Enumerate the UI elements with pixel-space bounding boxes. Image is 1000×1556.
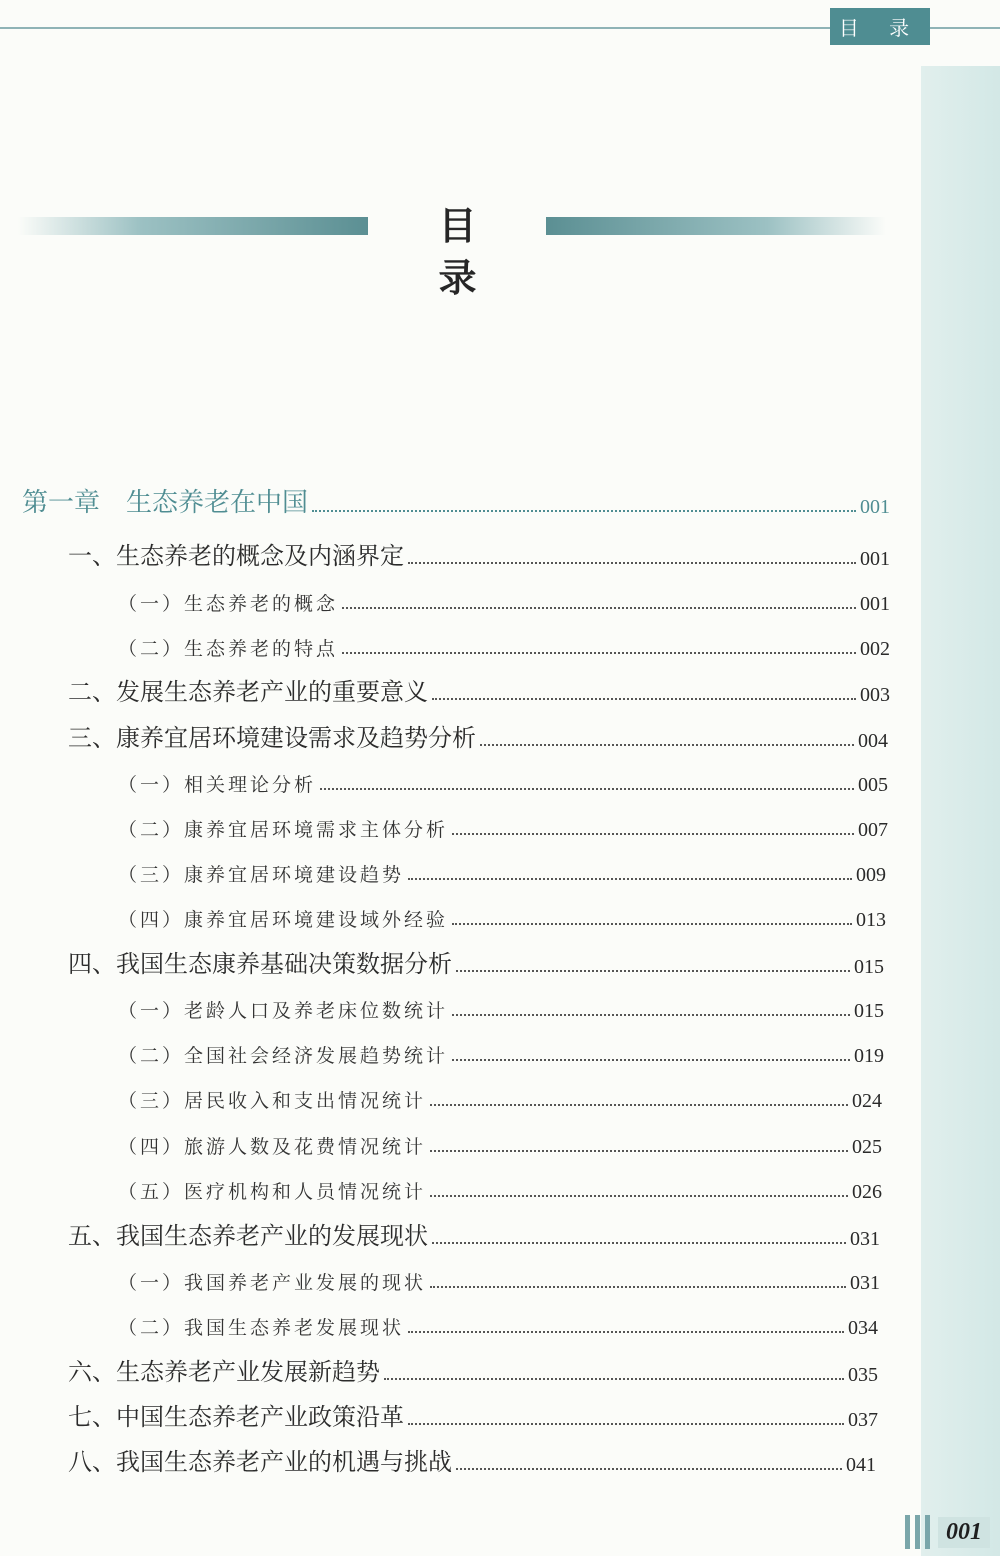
toc-dot-leader (384, 1378, 844, 1380)
toc-entry-page: 019 (854, 1045, 884, 1067)
toc-dot-leader (452, 833, 854, 835)
toc-dot-leader (312, 510, 856, 512)
toc-entry-label: （一）老龄人口及养老床位数统计 (118, 1000, 449, 1022)
toc-dot-leader (320, 788, 854, 790)
toc-entry-label: 六、生态养老产业发展新趋势 (68, 1358, 380, 1386)
toc-entry-section[interactable] (68, 1217, 880, 1251)
toc-entry-label: （二）全国社会经济发展趋势统计 (118, 1045, 449, 1067)
toc-entry-label: 五、我国生态养老产业的发展现状 (68, 1222, 428, 1250)
toc-entry-page: 025 (852, 1136, 882, 1158)
toc-entry-page: 024 (852, 1090, 882, 1112)
toc-entry-section[interactable] (68, 1353, 878, 1387)
toc-entry-label: 七、中国生态养老产业政策沿革 (68, 1403, 404, 1431)
toc-entry-page: 026 (852, 1181, 882, 1203)
toc-dot-leader (480, 744, 854, 746)
toc-entry-page: 005 (858, 774, 888, 796)
toc-dot-leader (408, 1331, 844, 1333)
toc-entry-page: 001 (860, 548, 890, 570)
toc-dot-leader (408, 878, 852, 880)
toc-dot-leader (408, 1423, 844, 1425)
toc-entry-section[interactable] (68, 673, 890, 707)
toc-entry-sub[interactable] (118, 763, 888, 797)
toc-entry-section[interactable] (68, 1443, 876, 1477)
toc-dot-leader (430, 1195, 848, 1197)
toc-dot-leader (452, 923, 852, 925)
toc-entry-section[interactable] (68, 1398, 878, 1432)
toc-entry-page: 034 (848, 1317, 878, 1339)
toc-dot-leader (342, 607, 856, 609)
page-title: 目 录 (438, 203, 507, 300)
toc-entry-label: （二）生态养老的特点 (118, 638, 339, 660)
toc-entry-label: （二）我国生态养老发展现状 (118, 1317, 405, 1339)
page-number-box (905, 1512, 1000, 1552)
toc-dot-leader (430, 1150, 848, 1152)
toc-entry-sub[interactable] (118, 1079, 882, 1113)
toc-dot-leader (456, 970, 850, 972)
toc-entry-label: 一、生态养老的概念及内涵界定 (68, 542, 404, 570)
toc-entry-page: 035 (848, 1364, 878, 1386)
toc-entry-label: 三、康养宜居环境建设需求及趋势分析 (68, 724, 476, 752)
toc-dot-leader (432, 698, 856, 700)
toc-entry-chapter[interactable] (22, 485, 890, 519)
toc-entry-section[interactable] (68, 945, 884, 979)
toc-entry-label: （四）旅游人数及花费情况统计 (118, 1136, 427, 1158)
toc-entry-page: 004 (858, 730, 888, 752)
toc-entry-label: （四）康养宜居环境建设域外经验 (118, 909, 449, 931)
toc-entry-page: 009 (856, 864, 886, 886)
toc-entry-label: （三）康养宜居环境建设趋势 (118, 864, 405, 886)
toc-entry-label: （一）生态养老的概念 (118, 593, 339, 615)
toc-entry-label: （一）我国养老产业发展的现状 (118, 1272, 427, 1294)
toc-dot-leader (408, 562, 856, 564)
toc-entry-sub[interactable] (118, 1034, 884, 1068)
toc-dot-leader (452, 1014, 850, 1016)
toc-entry-page: 001 (860, 496, 890, 518)
toc-entry-sub[interactable] (118, 808, 888, 842)
toc-entry-sub[interactable] (118, 1261, 880, 1295)
toc-entry-sub[interactable] (118, 1125, 882, 1159)
toc-dot-leader (430, 1104, 848, 1106)
toc-dot-leader (452, 1059, 850, 1061)
toc-dot-leader (430, 1286, 846, 1288)
toc-dot-leader (456, 1468, 842, 1470)
page-stripes (905, 1515, 930, 1549)
toc-entry-sub[interactable] (118, 1306, 878, 1340)
header-tab: 目 录 (830, 8, 930, 45)
toc-entry-page: 037 (848, 1409, 878, 1431)
toc-entry-sub[interactable] (118, 582, 890, 616)
toc-entry-label: 二、发展生态养老产业的重要意义 (68, 678, 428, 706)
toc-entry-label: 四、我国生态康养基础决策数据分析 (68, 950, 452, 978)
toc-entry-page: 007 (858, 819, 888, 841)
toc-entry-section[interactable] (68, 719, 888, 753)
toc-entry-label: （三）居民收入和支出情况统计 (118, 1090, 427, 1112)
toc-entry-label: （一）相关理论分析 (118, 774, 317, 796)
toc-entry-page: 015 (854, 956, 884, 978)
page-number: 001 (938, 1517, 990, 1548)
toc-entry-page: 003 (860, 684, 890, 706)
toc-entry-page: 031 (850, 1272, 880, 1294)
toc-entry-section[interactable] (68, 537, 890, 571)
toc-dot-leader (432, 1242, 846, 1244)
toc-entry-page: 041 (846, 1454, 876, 1476)
toc-entry-label: 第一章 生态养老在中国 (22, 488, 309, 518)
toc-entry-page: 002 (860, 638, 890, 660)
toc-entry-label: （五）医疗机构和人员情况统计 (118, 1181, 427, 1203)
toc-dot-leader (342, 652, 856, 654)
toc-entry-label: 八、我国生态养老产业的机遇与挑战 (68, 1448, 452, 1476)
toc-entry-page: 031 (850, 1228, 880, 1250)
toc-entry-sub[interactable] (118, 1170, 882, 1204)
toc-entry-sub[interactable] (118, 989, 884, 1023)
toc-entry-page: 015 (854, 1000, 884, 1022)
toc-entry-page: 013 (856, 909, 886, 931)
toc-entry-sub[interactable] (118, 627, 890, 661)
toc-entry-sub[interactable] (118, 898, 886, 932)
toc-entry-page: 001 (860, 593, 890, 615)
toc-entry-sub[interactable] (118, 853, 886, 887)
toc-entry-label: （二）康养宜居环境需求主体分析 (118, 819, 449, 841)
